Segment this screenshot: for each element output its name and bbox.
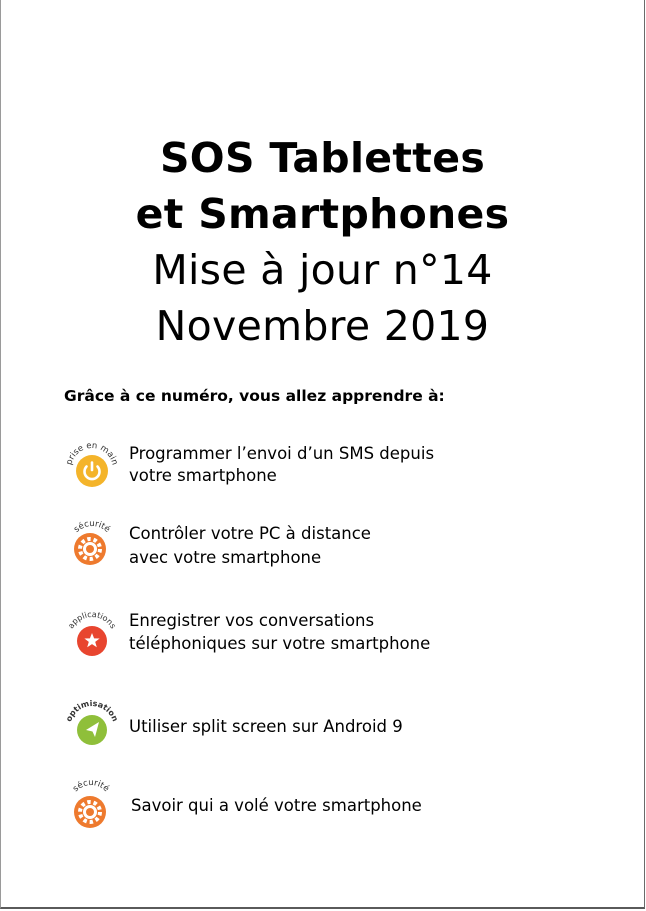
securite-badge <box>61 515 123 577</box>
title-block <box>1 130 644 354</box>
list-item <box>61 605 621 667</box>
prise-en-main-badge <box>61 437 123 499</box>
list-item <box>61 775 621 837</box>
update-date: Novembre 2019 <box>155 302 490 350</box>
badge-category-label: sécurité <box>71 777 111 795</box>
item-line: Contrôler votre PC à distance <box>129 524 371 543</box>
item-line: Programmer l’envoi d’un SMS depuis <box>129 444 435 463</box>
title-line-1: SOS Tablettes <box>159 134 486 182</box>
item-line: Enregistrer vos conversations <box>129 611 375 630</box>
badge-category-label: prise en main <box>64 440 120 467</box>
svg-text:sécurité <box>72 519 113 535</box>
list-item <box>61 515 621 577</box>
intro-text: Grâce à ce numéro, vous allez apprendre à: <box>64 387 445 405</box>
applications-badge <box>61 605 123 667</box>
item-text <box>129 523 371 569</box>
item-text <box>129 443 434 487</box>
badge-category-label: sécurité <box>72 518 112 535</box>
item-line: Utiliser split screen sur Android 9 <box>129 717 403 736</box>
svg-text:sécurité <box>71 778 112 794</box>
item-line: téléphoniques sur votre smartphone <box>129 634 431 653</box>
badge-category-label: optimisation <box>64 698 120 723</box>
update-number: Mise à jour n°14 <box>152 246 493 294</box>
item-text <box>131 795 422 817</box>
badge-category-label: applications <box>66 609 118 631</box>
optimisation-badge <box>61 694 123 756</box>
title-line-2: et Smartphones <box>135 190 510 238</box>
item-text <box>129 716 403 738</box>
securite-badge <box>61 775 123 837</box>
list-item <box>61 694 621 756</box>
item-line: Savoir qui a volé votre smartphone <box>131 796 422 815</box>
item-text <box>129 610 430 655</box>
item-line: avec votre smartphone <box>129 548 322 567</box>
item-line: votre smartphone <box>129 466 277 485</box>
list-item <box>61 437 621 499</box>
